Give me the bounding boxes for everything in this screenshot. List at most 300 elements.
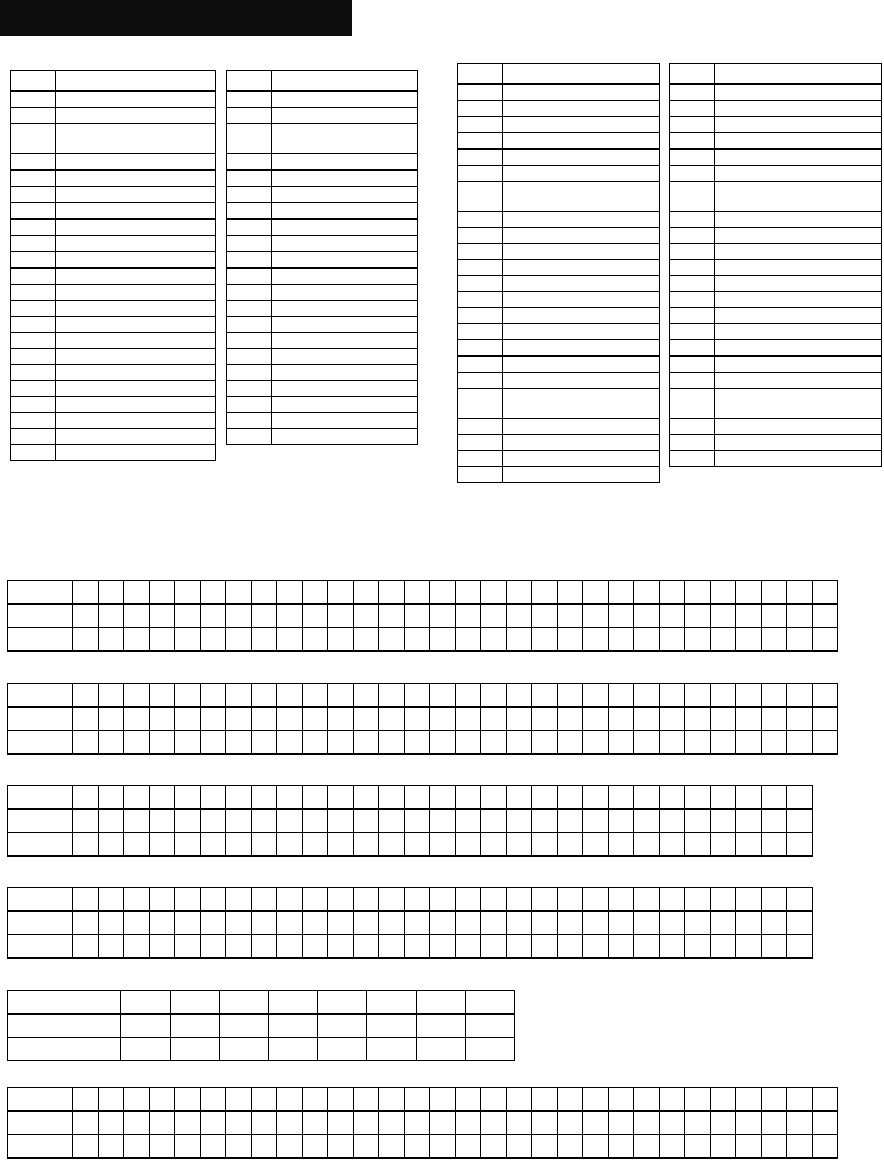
grid-cell xyxy=(353,1135,379,1159)
list-table-c xyxy=(457,63,660,483)
grid-cell xyxy=(506,833,532,857)
grid-row xyxy=(8,786,813,810)
list-cell xyxy=(272,154,418,171)
list-row xyxy=(670,308,882,324)
grid-cell xyxy=(761,935,787,959)
list-cell xyxy=(670,419,715,435)
list-header-cell xyxy=(11,71,56,92)
grid-cell xyxy=(328,731,354,755)
list-row xyxy=(11,317,216,333)
grid-cell xyxy=(328,786,354,810)
grid-cell xyxy=(583,1088,609,1112)
list-cell xyxy=(503,419,660,435)
small-grid-cell xyxy=(121,1014,170,1038)
grid-row xyxy=(8,1088,838,1112)
grid-cell xyxy=(608,1135,634,1159)
list-cell xyxy=(56,445,216,461)
grid-cell xyxy=(557,1135,583,1159)
list-row xyxy=(458,467,660,483)
grid-cell xyxy=(506,935,532,959)
grid-cell xyxy=(124,731,150,755)
grid-cell xyxy=(685,911,711,935)
grid-cell xyxy=(302,833,328,857)
list-row xyxy=(458,149,660,166)
list-row xyxy=(11,445,216,461)
grid-row xyxy=(8,581,838,605)
grid-cell xyxy=(608,604,634,628)
list-cell xyxy=(11,108,56,124)
grid-1 xyxy=(7,580,838,652)
small-grid-cell xyxy=(416,1038,465,1061)
list-cell xyxy=(670,356,715,373)
grid-cell xyxy=(532,1111,558,1135)
grid-cell xyxy=(175,786,201,810)
grid-cell xyxy=(353,628,379,652)
grid-cell xyxy=(200,731,226,755)
grid-cell xyxy=(710,935,736,959)
list-cell xyxy=(227,268,272,285)
grid-cell xyxy=(608,581,634,605)
list-cell xyxy=(11,413,56,429)
grid-cell xyxy=(251,833,277,857)
list-row xyxy=(458,308,660,324)
list-cell xyxy=(11,268,56,285)
list-cell xyxy=(670,182,715,212)
grid-cell xyxy=(481,786,507,810)
grid-cell xyxy=(812,1111,838,1135)
grid-row-label xyxy=(8,684,73,708)
grid-cell xyxy=(353,1111,379,1135)
list-row xyxy=(458,228,660,244)
grid-cell xyxy=(124,833,150,857)
grid-cell xyxy=(787,809,813,833)
list-cell xyxy=(227,252,272,269)
list-row xyxy=(458,324,660,340)
list-cell xyxy=(503,308,660,324)
grid-row xyxy=(8,935,813,959)
list-cell xyxy=(272,349,418,365)
grid-cell xyxy=(98,684,124,708)
small-grid-cell xyxy=(318,991,367,1015)
grid-cell xyxy=(404,809,430,833)
grid-cell xyxy=(761,833,787,857)
small-grid-cell xyxy=(269,991,318,1015)
grid-cell xyxy=(302,581,328,605)
list-row xyxy=(11,252,216,269)
list-row xyxy=(458,373,660,389)
grid-cell xyxy=(608,628,634,652)
grid-cell xyxy=(532,628,558,652)
grid-cell xyxy=(404,888,430,912)
grid-cell xyxy=(149,628,175,652)
grid-cell xyxy=(379,809,405,833)
list-cell xyxy=(503,182,660,212)
grid-row xyxy=(8,604,838,628)
grid-cell xyxy=(481,731,507,755)
grid-cell xyxy=(761,1111,787,1135)
grid-cell xyxy=(328,809,354,833)
grid-cell xyxy=(73,604,99,628)
grid-cell xyxy=(481,911,507,935)
grid-cell xyxy=(761,1088,787,1112)
grid-cell xyxy=(251,581,277,605)
list-table-d xyxy=(669,63,882,467)
list-cell xyxy=(11,170,56,187)
grid-cell xyxy=(736,684,762,708)
small-grid-cell xyxy=(170,1014,219,1038)
grid-cell xyxy=(353,786,379,810)
list-cell xyxy=(56,268,216,285)
grid-cell xyxy=(583,628,609,652)
list-cell xyxy=(272,219,418,236)
list-row xyxy=(670,149,882,166)
grid-cell xyxy=(481,833,507,857)
grid-cell xyxy=(175,1135,201,1159)
grid-cell xyxy=(685,684,711,708)
list-row xyxy=(670,435,882,451)
list-row xyxy=(670,389,882,419)
grid-cell xyxy=(532,786,558,810)
grid-cell xyxy=(302,888,328,912)
list-row xyxy=(227,349,418,365)
grid-cell xyxy=(761,581,787,605)
grid-cell xyxy=(736,935,762,959)
grid-cell xyxy=(557,707,583,731)
list-row xyxy=(11,124,216,154)
list-table-a xyxy=(10,70,216,461)
list-cell xyxy=(11,219,56,236)
list-cell xyxy=(503,276,660,292)
grid-cell xyxy=(251,809,277,833)
grid-cell xyxy=(175,1111,201,1135)
grid-cell xyxy=(812,707,838,731)
list-cell xyxy=(56,317,216,333)
grid-cell xyxy=(634,911,660,935)
grid-cell xyxy=(481,888,507,912)
list-cell xyxy=(670,340,715,357)
grid-row xyxy=(8,707,838,731)
grid-row-label xyxy=(8,628,73,652)
grid-cell xyxy=(175,581,201,605)
grid-cell xyxy=(175,628,201,652)
grid-cell xyxy=(532,888,558,912)
grid-cell xyxy=(277,707,303,731)
small-grid-cell xyxy=(367,991,416,1015)
grid-cell xyxy=(455,935,481,959)
grid-cell xyxy=(251,684,277,708)
grid-row xyxy=(8,684,838,708)
grid-cell xyxy=(302,911,328,935)
grid-cell xyxy=(685,604,711,628)
list-row xyxy=(670,117,882,133)
grid-cell xyxy=(506,786,532,810)
grid-cell xyxy=(659,1088,685,1112)
grid-row xyxy=(8,1135,838,1159)
list-cell xyxy=(227,381,272,397)
grid-cell xyxy=(328,604,354,628)
grid-cell xyxy=(634,707,660,731)
grid-cell xyxy=(430,1111,456,1135)
list-cell xyxy=(11,154,56,171)
grid-cell xyxy=(251,888,277,912)
list-cell xyxy=(503,133,660,150)
grid-cell xyxy=(634,935,660,959)
list-cell xyxy=(715,308,882,324)
grid-cell xyxy=(200,581,226,605)
list-row xyxy=(670,419,882,435)
grid-cell xyxy=(557,628,583,652)
grid-cell xyxy=(710,1111,736,1135)
list-header-cell xyxy=(503,64,660,85)
grid-cell xyxy=(353,707,379,731)
grid-cell xyxy=(557,809,583,833)
grid-cell xyxy=(353,911,379,935)
list-row xyxy=(11,413,216,429)
grid-row xyxy=(8,888,813,912)
grid-cell xyxy=(481,1111,507,1135)
grid-cell xyxy=(251,1111,277,1135)
grid-cell xyxy=(532,833,558,857)
grid-cell xyxy=(787,888,813,912)
grid-cell xyxy=(379,707,405,731)
grid-cell xyxy=(532,684,558,708)
grid-cell xyxy=(685,1088,711,1112)
grid-cell xyxy=(506,809,532,833)
grid-cell xyxy=(200,809,226,833)
grid-cell xyxy=(124,809,150,833)
list-cell xyxy=(227,285,272,301)
list-cell xyxy=(272,236,418,252)
grid-cell xyxy=(685,1135,711,1159)
list-cell xyxy=(503,451,660,467)
grid-cell xyxy=(634,888,660,912)
list-cell xyxy=(670,101,715,117)
grid-cell xyxy=(812,684,838,708)
list-row xyxy=(227,268,418,285)
grid-cell xyxy=(124,1111,150,1135)
list-cell xyxy=(272,397,418,413)
grid-cell xyxy=(455,809,481,833)
small-grid-row-label xyxy=(8,991,121,1015)
grid-cell xyxy=(736,888,762,912)
list-cell xyxy=(503,84,660,101)
grid-cell xyxy=(583,707,609,731)
grid-cell xyxy=(608,707,634,731)
grid-cell xyxy=(506,684,532,708)
grid-cell xyxy=(710,809,736,833)
grid-cell xyxy=(455,731,481,755)
small-grid-cell xyxy=(416,991,465,1015)
grid-cell xyxy=(200,786,226,810)
grid-cell xyxy=(455,888,481,912)
list-cell xyxy=(715,389,882,419)
grid-cell xyxy=(404,1135,430,1159)
grid-cell xyxy=(379,911,405,935)
grid-cell xyxy=(379,1135,405,1159)
grid-cell xyxy=(761,888,787,912)
list-cell xyxy=(272,317,418,333)
grid-cell xyxy=(302,786,328,810)
grid-cell xyxy=(302,628,328,652)
list-cell xyxy=(715,276,882,292)
grid-cell xyxy=(379,604,405,628)
grid-cell xyxy=(149,911,175,935)
grid-cell xyxy=(710,1135,736,1159)
list-cell xyxy=(272,187,418,203)
grid-cell xyxy=(226,833,252,857)
list-cell xyxy=(503,467,660,483)
grid-cell xyxy=(302,1135,328,1159)
grid-cell xyxy=(481,809,507,833)
list-cell xyxy=(272,124,418,154)
grid-cell xyxy=(277,786,303,810)
grid-cell xyxy=(251,604,277,628)
list-cell xyxy=(227,170,272,187)
small-grid-cell xyxy=(269,1014,318,1038)
grid-cell xyxy=(557,833,583,857)
list-cell xyxy=(227,187,272,203)
grid-4 xyxy=(7,887,813,959)
list-row xyxy=(227,397,418,413)
grid-cell xyxy=(200,911,226,935)
small-grid-row xyxy=(8,991,515,1015)
grid-cell xyxy=(226,786,252,810)
grid-cell xyxy=(736,581,762,605)
grid-cell xyxy=(353,731,379,755)
grid-cell xyxy=(685,935,711,959)
grid-cell xyxy=(583,684,609,708)
list-cell xyxy=(458,467,503,483)
grid-cell xyxy=(659,809,685,833)
list-row xyxy=(11,187,216,203)
grid-cell xyxy=(430,731,456,755)
grid-cell xyxy=(710,731,736,755)
list-cell xyxy=(670,324,715,340)
grid-cell xyxy=(73,935,99,959)
list-cell xyxy=(715,451,882,467)
grid-cell xyxy=(73,684,99,708)
list-cell xyxy=(56,413,216,429)
grid-cell xyxy=(124,911,150,935)
list-row xyxy=(227,124,418,154)
grid-cell xyxy=(787,911,813,935)
grid-cell xyxy=(608,833,634,857)
grid-cell xyxy=(608,888,634,912)
grid-cell xyxy=(277,1135,303,1159)
grid-cell xyxy=(226,628,252,652)
grid-cell xyxy=(608,809,634,833)
list-cell xyxy=(670,292,715,308)
grid-cell xyxy=(98,888,124,912)
grid-cell xyxy=(455,1135,481,1159)
grid-cell xyxy=(710,604,736,628)
grid-cell xyxy=(328,911,354,935)
list-row xyxy=(11,170,216,187)
grid-cell xyxy=(149,684,175,708)
grid-cell xyxy=(455,581,481,605)
grid-cell xyxy=(812,628,838,652)
list-row xyxy=(11,268,216,285)
list-cell xyxy=(503,212,660,228)
grid-cell xyxy=(430,604,456,628)
grid-cell xyxy=(812,604,838,628)
grid-cell xyxy=(379,888,405,912)
grid-cell xyxy=(251,1135,277,1159)
list-cell xyxy=(227,397,272,413)
grid-cell xyxy=(353,809,379,833)
grid-cell xyxy=(404,707,430,731)
grid-cell xyxy=(608,1088,634,1112)
grid-cell xyxy=(583,935,609,959)
list-cell xyxy=(458,133,503,150)
grid-cell xyxy=(73,731,99,755)
grid-cell xyxy=(98,809,124,833)
grid-cell xyxy=(430,684,456,708)
grid-cell xyxy=(124,888,150,912)
grid-cell xyxy=(812,1088,838,1112)
list-cell xyxy=(458,212,503,228)
list-row xyxy=(227,317,418,333)
grid-row xyxy=(8,628,838,652)
grid-cell xyxy=(736,731,762,755)
grid-cell xyxy=(710,833,736,857)
grid-row-label xyxy=(8,809,73,833)
grid-cell xyxy=(328,833,354,857)
grid-cell xyxy=(430,581,456,605)
list-row xyxy=(227,333,418,349)
list-row xyxy=(670,228,882,244)
grid-row-label xyxy=(8,833,73,857)
grid-cell xyxy=(506,1088,532,1112)
grid-cell xyxy=(353,935,379,959)
grid-cell xyxy=(659,604,685,628)
grid-cell xyxy=(481,628,507,652)
grid-cell xyxy=(736,604,762,628)
grid-cell xyxy=(659,1135,685,1159)
grid-cell xyxy=(430,786,456,810)
grid-cell xyxy=(430,1135,456,1159)
grid-cell xyxy=(761,628,787,652)
grid-cell xyxy=(634,628,660,652)
grid-cell xyxy=(455,911,481,935)
grid-cell xyxy=(124,1135,150,1159)
list-cell xyxy=(458,324,503,340)
list-row xyxy=(227,365,418,381)
grid-cell xyxy=(455,684,481,708)
list-cell xyxy=(715,435,882,451)
small-grid-row-label xyxy=(8,1014,121,1038)
small-grid-cell xyxy=(416,1014,465,1038)
grid-cell xyxy=(455,786,481,810)
grid-cell xyxy=(149,604,175,628)
small-grid-cell xyxy=(367,1014,416,1038)
grid-cell xyxy=(379,731,405,755)
grid-cell xyxy=(761,731,787,755)
grid-cell xyxy=(634,1135,660,1159)
grid-cell xyxy=(557,935,583,959)
list-cell xyxy=(458,451,503,467)
grid-cell xyxy=(251,707,277,731)
grid-cell xyxy=(455,1088,481,1112)
grid-cell xyxy=(328,935,354,959)
list-cell xyxy=(715,133,882,150)
grid-cell xyxy=(736,1111,762,1135)
grid-cell xyxy=(430,628,456,652)
grid-cell xyxy=(787,731,813,755)
grid-cell xyxy=(73,1111,99,1135)
grid-cell xyxy=(226,1111,252,1135)
list-cell xyxy=(56,365,216,381)
